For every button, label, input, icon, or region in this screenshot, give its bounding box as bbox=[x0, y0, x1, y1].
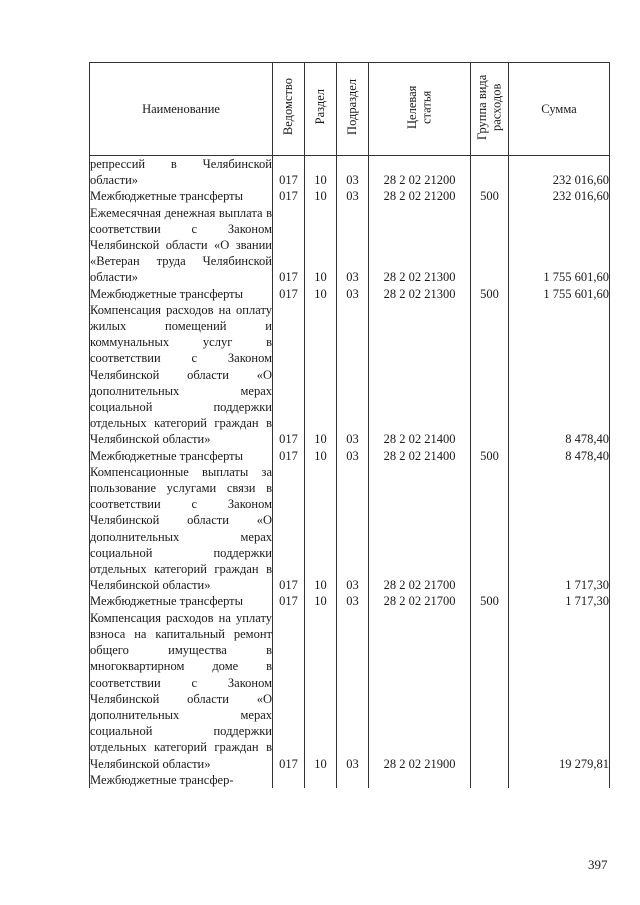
cell-department bbox=[273, 772, 305, 788]
cell-expense-group bbox=[471, 156, 509, 189]
cell-section: 10 bbox=[305, 188, 337, 204]
cell-subsection: 03 bbox=[337, 448, 369, 464]
cell-section: 10 bbox=[305, 286, 337, 302]
cell-target: 28 2 02 21900 bbox=[369, 610, 471, 772]
cell-target: 28 2 02 21300 bbox=[369, 286, 471, 302]
cell-department: 017 bbox=[273, 302, 305, 448]
cell-amount: 232 016,60 bbox=[509, 156, 610, 189]
cell-name: Межбюджетные трансферты bbox=[90, 593, 273, 609]
header-target: Целевая статья bbox=[369, 63, 471, 156]
cell-section: 10 bbox=[305, 464, 337, 594]
header-amount: Сумма bbox=[509, 63, 610, 156]
header-department: Ведомство bbox=[273, 63, 305, 156]
cell-subsection: 03 bbox=[337, 610, 369, 772]
table-row bbox=[90, 302, 610, 448]
cell-expense-group bbox=[471, 464, 509, 594]
cell-department: 017 bbox=[273, 593, 305, 609]
cell-target: 28 2 02 21200 bbox=[369, 156, 471, 189]
cell-amount bbox=[509, 772, 610, 788]
table-row bbox=[90, 286, 610, 302]
cell-department: 017 bbox=[273, 464, 305, 594]
header-subsection: Подраздел bbox=[337, 63, 369, 156]
cell-expense-group bbox=[471, 772, 509, 788]
cell-expense-group bbox=[471, 205, 509, 286]
cell-amount: 232 016,60 bbox=[509, 188, 610, 204]
cell-section: 10 bbox=[305, 448, 337, 464]
cell-amount: 1 717,30 bbox=[509, 464, 610, 594]
cell-section: 10 bbox=[305, 205, 337, 286]
cell-expense-group bbox=[471, 610, 509, 772]
cell-amount: 1 717,30 bbox=[509, 593, 610, 609]
cell-section: 10 bbox=[305, 302, 337, 448]
cell-name: Межбюджетные трансфер- bbox=[90, 772, 273, 788]
cell-expense-group: 500 bbox=[471, 593, 509, 609]
cell-name: Межбюджетные трансферты bbox=[90, 286, 273, 302]
cell-department: 017 bbox=[273, 610, 305, 772]
cell-target: 28 2 02 21700 bbox=[369, 464, 471, 594]
cell-target: 28 2 02 21200 bbox=[369, 188, 471, 204]
cell-amount: 1 755 601,60 bbox=[509, 286, 610, 302]
header-expense-group: Группа вида расходов bbox=[471, 63, 509, 156]
table-row bbox=[90, 610, 610, 772]
cell-name: Компенсация расходов на оплату жилых помещений и коммунальных услуг в соответствии с Законом Челябинской области «О дополнительных мерах социальной поддержки отдельных категорий граждан в Челябинской области» bbox=[90, 302, 272, 447]
cell-department: 017 bbox=[273, 448, 305, 464]
cell-name: репрессий в Челябинской области» bbox=[90, 157, 272, 188]
cell-subsection: 03 bbox=[337, 156, 369, 189]
table-row bbox=[90, 593, 610, 609]
page-number: 397 bbox=[588, 857, 608, 872]
cell-target: 28 2 02 21300 bbox=[369, 205, 471, 286]
table-body bbox=[90, 156, 610, 788]
cell-subsection: 03 bbox=[337, 302, 369, 448]
cell-section: 10 bbox=[305, 156, 337, 189]
table-row bbox=[90, 772, 610, 788]
table-row bbox=[90, 448, 610, 464]
cell-target: 28 2 02 21400 bbox=[369, 302, 471, 448]
cell-subsection: 03 bbox=[337, 188, 369, 204]
header-section: Раздел bbox=[305, 63, 337, 156]
table-row bbox=[90, 188, 610, 204]
cell-target: 28 2 02 21400 bbox=[369, 448, 471, 464]
cell-subsection: 03 bbox=[337, 286, 369, 302]
cell-amount: 19 279,81 bbox=[509, 610, 610, 772]
cell-name: Межбюджетные трансферты bbox=[90, 188, 273, 204]
cell-subsection: 03 bbox=[337, 464, 369, 594]
table-row bbox=[90, 205, 610, 286]
cell-target bbox=[369, 772, 471, 788]
cell-name: Компенсационные выплаты за пользование услугами связи в соответствии с Законом Челябинской области «О дополнительных мерах социальной поддержки отдельных категорий граждан в Челябинской области» bbox=[90, 464, 272, 593]
cell-name: Межбюджетные трансферты bbox=[90, 448, 273, 464]
table-header-row bbox=[90, 63, 610, 156]
cell-target: 28 2 02 21700 bbox=[369, 593, 471, 609]
cell-department: 017 bbox=[273, 286, 305, 302]
cell-expense-group bbox=[471, 302, 509, 448]
cell-subsection: 03 bbox=[337, 593, 369, 609]
cell-subsection: 03 bbox=[337, 205, 369, 286]
cell-section: 10 bbox=[305, 593, 337, 609]
cell-department: 017 bbox=[273, 188, 305, 204]
cell-department: 017 bbox=[273, 205, 305, 286]
table-row bbox=[90, 464, 610, 594]
table-row bbox=[90, 156, 610, 189]
cell-section: 10 bbox=[305, 610, 337, 772]
header-name: Наименование bbox=[90, 63, 273, 156]
cell-expense-group: 500 bbox=[471, 448, 509, 464]
cell-section bbox=[305, 772, 337, 788]
cell-department: 017 bbox=[273, 156, 305, 189]
cell-name: Ежемесячная денежная выплата в соответствии с Законом Челябинской области «О звании «Ветеран труда Челябинской области» bbox=[90, 205, 272, 285]
cell-amount: 8 478,40 bbox=[509, 448, 610, 464]
cell-amount: 1 755 601,60 bbox=[509, 205, 610, 286]
cell-expense-group: 500 bbox=[471, 188, 509, 204]
cell-expense-group: 500 bbox=[471, 286, 509, 302]
cell-subsection bbox=[337, 772, 369, 788]
cell-amount: 8 478,40 bbox=[509, 302, 610, 448]
budget-table bbox=[89, 62, 610, 788]
cell-name: Компенсация расходов на уплату взноса на капитальный ремонт общего имущества в многоквартирном доме в соответствии с Законом Челябинской области «О дополнительных мерах социальной поддержки отдельных категорий граждан в Челябинской области» bbox=[90, 610, 272, 771]
